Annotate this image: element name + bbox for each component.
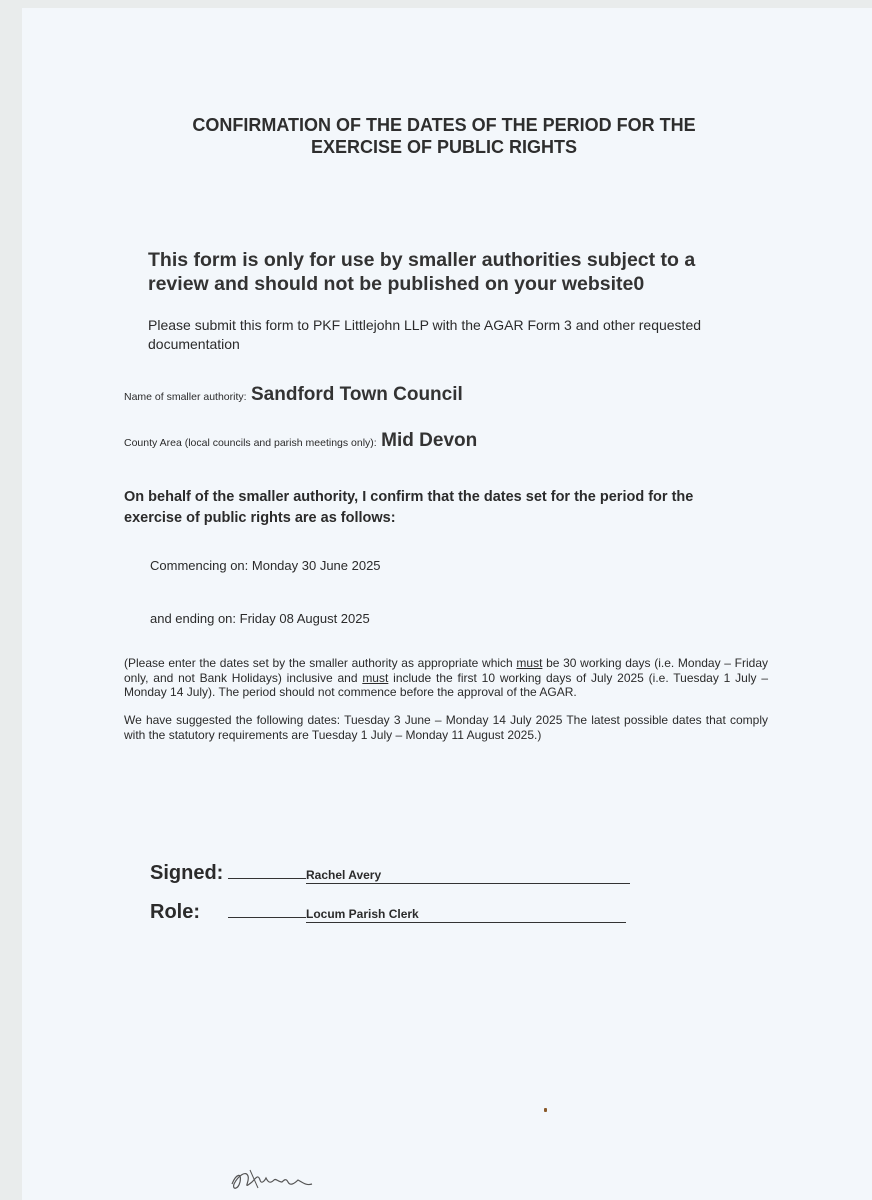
submission-instructions: Please submit this form to PKF Littlejohn LLP with the AGAR Form 3 and other requested documentation — [148, 317, 702, 352]
role-underline — [228, 901, 306, 918]
county-area-field — [124, 430, 477, 452]
guidance-paragraph-1 — [124, 656, 768, 700]
notice-line-1: This form is only for use by smaller authorities subject to a — [148, 249, 696, 271]
guidance-text: be 30 working days (i.e. Monday – Friday only, and not Bank Holidays) inclusive and — [124, 656, 768, 685]
usage-notice — [148, 248, 748, 296]
county-area-value: Mid Devon — [381, 430, 478, 451]
authority-name-field — [124, 384, 463, 406]
commencing-date: Commencing on: Monday 30 June 2025 — [150, 558, 381, 573]
ending-date: and ending on: Friday 08 August 2025 — [150, 611, 370, 626]
guidance-text: include the first 10 working days of July 2025 (i.e. Tuesday 1 July – Monday 14 July). The period should not commence before the approval of the AGAR. — [124, 670, 768, 699]
role-value: Locum Parish Clerk — [306, 907, 626, 923]
authority-name-value: Sandford Town Council — [251, 384, 463, 405]
must-emphasis: must — [362, 670, 389, 685]
signed-underline — [228, 862, 306, 879]
authority-name-label: Name of smaller authority: — [124, 391, 247, 403]
notice-line-2: review and should not be published on your website0 — [148, 273, 645, 295]
handwritten-signature — [228, 1160, 318, 1196]
confirmation-statement: On behalf of the smaller authority, I confirm that the dates set for the period for the exercise of public rights are as follows: — [124, 489, 694, 526]
must-emphasis: must — [516, 656, 543, 670]
role-label: Role: — [150, 901, 200, 923]
guidance-text: (Please enter the dates set by the smaller authority as appropriate which — [124, 656, 517, 670]
paper-mark — [544, 1108, 547, 1112]
title-line-2: EXERCISE OF PUBLIC RIGHTS — [310, 137, 578, 157]
form-title — [120, 114, 768, 158]
signed-value: Rachel Avery — [306, 868, 630, 884]
role-row — [150, 901, 626, 924]
guidance-paragraph-2: We have suggested the following dates: Tuesday 3 June – Monday 14 July 2025 The latest possible dates that comply with the statutory requirements are Tuesday 1 July – Monday 11 August 2025.) — [124, 713, 768, 742]
document-page — [22, 8, 872, 1200]
signed-row — [150, 862, 630, 885]
signed-label: Signed: — [150, 862, 224, 884]
county-area-label: County Area (local councils and parish meetings only): — [124, 437, 377, 449]
title-line-1: CONFIRMATION OF THE DATES OF THE PERIOD FOR THE — [192, 115, 696, 135]
